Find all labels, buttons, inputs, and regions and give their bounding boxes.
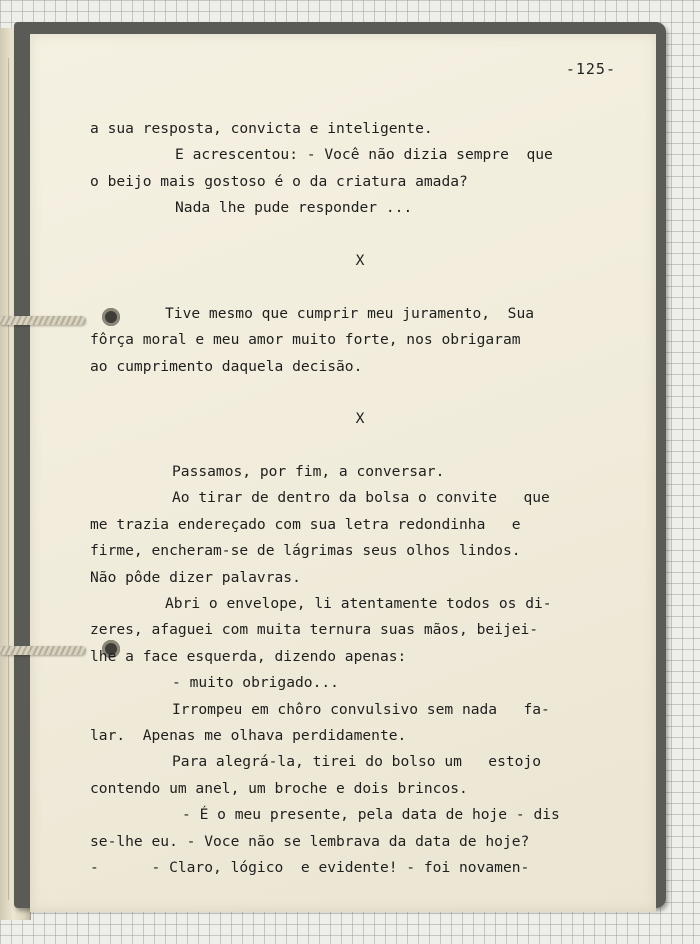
section-separator: X	[355, 251, 365, 269]
text-line: o beijo mais gostoso é o da criatura amada?	[90, 172, 468, 190]
text-line: a sua resposta, convicta e inteligente.	[90, 120, 433, 137]
page-text	[90, 116, 630, 896]
text-line: Irrompeu em chôro convulsivo sem nada fa-	[172, 700, 550, 718]
text-line: Passamos, por fim, a conversar.	[172, 463, 445, 481]
text-line: fôrça moral e meu amor muito forte, nos obrigaram	[90, 331, 521, 349]
binding-string-lower	[0, 646, 86, 655]
text-line: Ao tirar de dentro da bolsa o convite que	[172, 489, 550, 507]
text-line: lhe a face esquerda, dizendo apenas:	[90, 647, 407, 665]
text-line: se-lhe eu. - Voce não se lembrava da data de hoje?	[90, 832, 530, 850]
text-line: Abri o envelope, li atentamente todos os di-	[165, 595, 552, 613]
text-line: ao cumprimento daquela decisão.	[90, 357, 363, 375]
text-line: - É o meu presente, pela data de hoje - dis	[182, 806, 560, 824]
text-line: - muito obrigado...	[172, 674, 339, 692]
text-line: E acrescentou: - Você não dizia sempre que	[175, 146, 553, 164]
text-line: Nada lhe pude responder ...	[175, 199, 413, 217]
text-line: contendo um anel, um broche e dois brincos.	[90, 779, 468, 797]
section-separator: X	[355, 410, 365, 428]
typewritten-page	[30, 34, 656, 912]
text-line: lar. Apenas me olhava perdidamente.	[90, 726, 407, 744]
text-line: - - Claro, lógico e evidente! - foi novamen-	[90, 858, 530, 876]
text-line: Não pôde dizer palavras.	[90, 568, 301, 586]
text-line: Tive mesmo que cumprir meu juramento, Sua	[165, 304, 535, 322]
text-line: firme, encheram-se de lágrimas seus olhos lindos.	[90, 542, 521, 560]
text-line: me trazia endereçado com sua letra redondinha e	[90, 515, 521, 533]
text-line: Para alegrá-la, tirei do bolso um estojo	[172, 753, 542, 771]
page-number: -125-	[565, 60, 616, 78]
text-line: zeres, afaguei com muita ternura suas mãos, beijei-	[90, 621, 539, 639]
binding-string-upper	[0, 316, 86, 325]
